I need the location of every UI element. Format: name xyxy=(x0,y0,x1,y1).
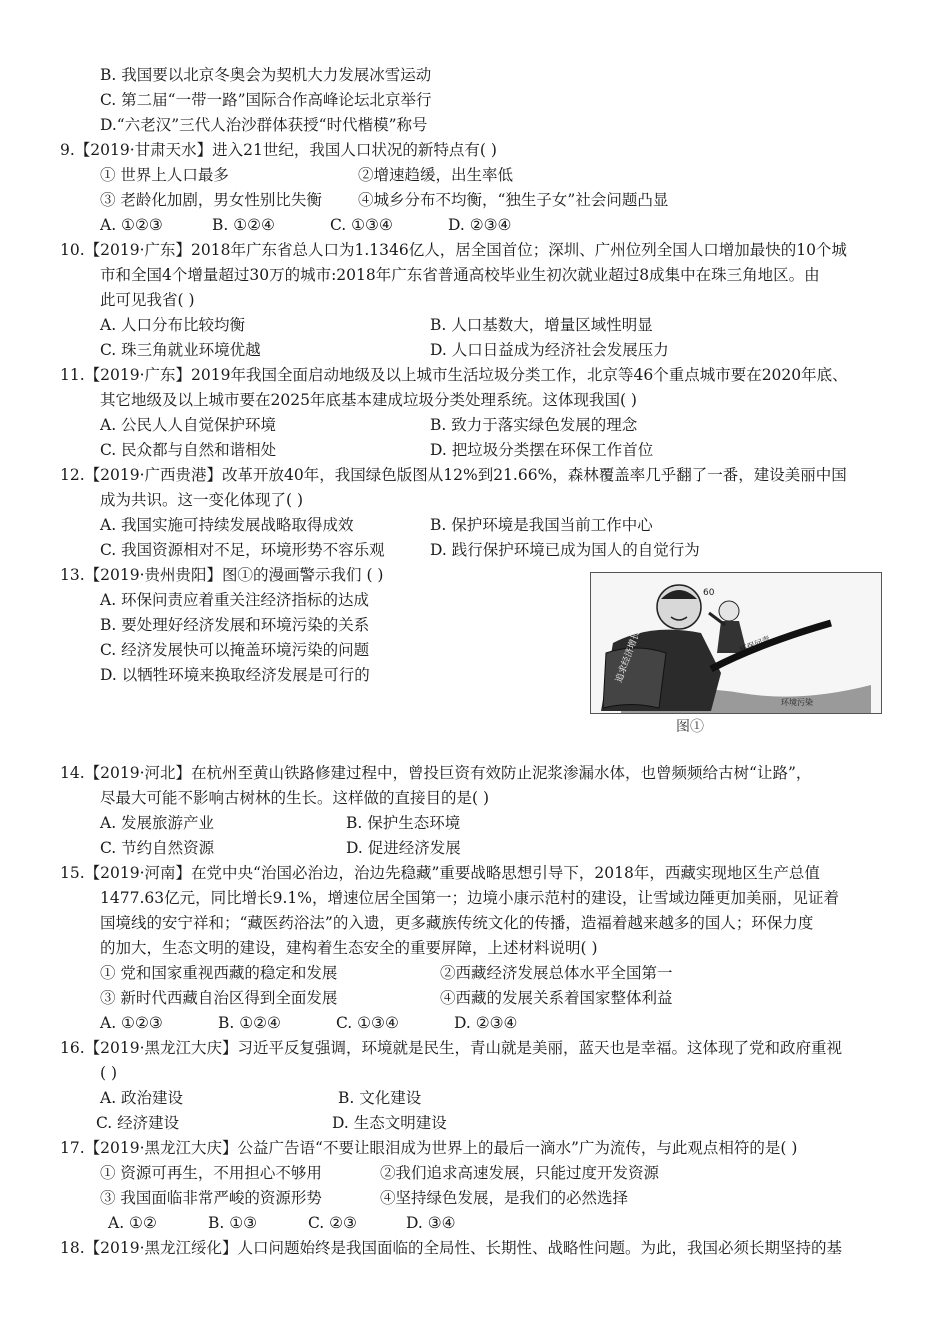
q16-option-d: D. 生态文明建设 xyxy=(332,1114,447,1132)
q17-option-b: B. ①③ xyxy=(208,1214,258,1232)
q16-option-c: C. 经济建设 xyxy=(96,1114,180,1132)
q17-item-2: ②我们追求高速发展，只能过度开发资源 xyxy=(380,1164,660,1182)
q17-stem: 17.【2019·黑龙江大庆】公益广告语“不要让眼泪成为世界上的最后一滴水”广为流传，与此观点相符的是( ) xyxy=(60,1139,798,1157)
q17-option-a: A. ①② xyxy=(108,1214,157,1232)
q8-option-c: C. 第二届“一带一路”国际合作高峰论坛北京举行 xyxy=(100,91,432,109)
small-man-head xyxy=(719,601,739,621)
q12-option-b: B. 保护环境是我国当前工作中心 xyxy=(430,516,653,534)
q10-stem-line-3: 此可见我省( ) xyxy=(100,291,195,309)
q13-stem: 13.【2019·贵州贵阳】图①的漫画警示我们 ( ) xyxy=(60,566,384,584)
q11-stem-line-1: 11.【2019·广东】2019年我国全面启动地级及以上城市生活垃圾分类工作，北京等46个重点城市要在2020年底、 xyxy=(60,366,848,384)
q10-stem-line-1: 10.【2019·广东】2018年广东省总人口为1.1346亿人，居全国首位；深圳、广州位列全国人口增加最快的10个城 xyxy=(60,241,847,259)
q9-item-2: ②增速趋缓，出生率低 xyxy=(358,166,514,184)
q9-item-1: ① 世界上人口最多 xyxy=(100,166,229,184)
q17-item-1: ① 资源可再生，不用担心不够用 xyxy=(100,1164,322,1182)
economic-scroll xyxy=(603,648,666,708)
q14-option-b: B. 保护生态环境 xyxy=(346,814,461,832)
q11-option-d: D. 把垃圾分类摆在环保工作首位 xyxy=(430,441,654,459)
q11-option-a: A. 公民人人自觉保护环境 xyxy=(100,416,277,434)
q13-option-a: A. 环保问责应着重关注经济指标的达成 xyxy=(100,591,370,609)
q11-stem-line-2: 其它地级及以上城市要在2025年底基本建成垃圾分类处理系统。这体现我国( ) xyxy=(100,391,637,409)
q8-option-d: D.“六老汉”三代人治沙群体获授“时代楷模”称号 xyxy=(100,116,428,134)
q10-option-d: D. 人口日益成为经济社会发展压力 xyxy=(430,341,669,359)
cartoon-label-accountability: 环保问责 xyxy=(738,634,772,655)
figure-caption: 图① xyxy=(676,719,704,735)
q17-item-3: ③ 我国面临非常严峻的资源形势 xyxy=(100,1189,322,1207)
q15-option-b: B. ①②④ xyxy=(218,1014,281,1032)
q17-option-d: D. ③④ xyxy=(406,1214,456,1232)
q9-item-3: ③ 老龄化加剧，男女性别比失衡 xyxy=(100,191,322,209)
q10-option-c: C. 珠三角就业环境优越 xyxy=(100,341,261,359)
q9-option-a: A. ①②③ xyxy=(100,216,163,234)
q15-item-3: ③ 新时代西藏自治区得到全面发展 xyxy=(100,989,338,1007)
q10-option-b: B. 人口基数大，增量区域性明显 xyxy=(430,316,653,334)
q15-option-d: D. ②③④ xyxy=(454,1014,518,1032)
q15-item-1: ① 党和国家重视西藏的稳定和发展 xyxy=(100,964,338,982)
cartoon-label-economy: 追求经济增长 xyxy=(614,629,643,685)
q14-option-a: A. 发展旅游产业 xyxy=(100,814,215,832)
q18-stem-line-1: 18.【2019·黑龙江绥化】人口问题始终是我国面临的全局性、长期性、战略性问题。为此，我国必须长期坚持的基 xyxy=(60,1239,843,1257)
q12-option-d: D. 践行保护环境已成为国人的自觉行为 xyxy=(430,541,700,559)
cartoon-label-pollution: 环境污染 xyxy=(781,698,813,707)
q12-stem-line-1: 12.【2019·广西贵港】改革开放40年，我国绿色版图从12%到21.66%，森林覆盖率几乎翻了一番，建设美丽中国 xyxy=(60,466,847,484)
cartoon-illustration xyxy=(591,573,881,713)
q15-option-c: C. ①③④ xyxy=(336,1014,399,1032)
q16-option-a: A. 政治建设 xyxy=(100,1089,184,1107)
q9-option-b: B. ①②④ xyxy=(212,216,275,234)
q13-option-b: B. 要处理好经济发展和环境污染的关系 xyxy=(100,616,370,634)
q13-option-c: C. 经济发展快可以掩盖环境污染的问题 xyxy=(100,641,370,659)
q15-stem-line-4: 的加大，生态文明的建设，建构着生态安全的重要屏障，上述材料说明( ) xyxy=(100,939,598,957)
q10-stem-line-2: 市和全国4个增量超过30万的城市:2018年广东省普通高校毕业生初次就业超过8成集中在珠三角地区。由 xyxy=(100,266,820,284)
q9-option-c: C. ①③④ xyxy=(330,216,393,234)
q9-option-d: D. ②③④ xyxy=(448,216,512,234)
q15-stem-line-3: 国境线的安宁祥和；“藏医药浴法”的入遗，更多藏族传统文化的传播，造福着越来越多的国人；环保力度 xyxy=(100,914,814,932)
q11-option-b: B. 致力于落实绿色发展的理念 xyxy=(430,416,638,434)
q14-option-c: C. 节约自然资源 xyxy=(100,839,215,857)
q12-option-c: C. 我国资源相对不足，环境形势不容乐观 xyxy=(100,541,385,559)
q15-stem-line-2: 1477.63亿元，同比增长9.1%，增速位居全国第一；边境小康示范村的建设，让雪域边陲更加美丽，见证着 xyxy=(100,889,839,907)
q16-stem-line-2: ( ) xyxy=(100,1064,118,1082)
q9-item-4: ④城乡分布不均衡，“独生子女”社会问题凸显 xyxy=(358,191,669,209)
q8-option-b: B. 我国要以北京冬奥会为契机大力发展冰雪运动 xyxy=(100,66,432,84)
cartoon-label-60: 60 xyxy=(703,588,715,598)
q16-option-b: B. 文化建设 xyxy=(338,1089,422,1107)
q12-option-a: A. 我国实施可持续发展战略取得成效 xyxy=(100,516,354,534)
q13-option-d: D. 以牺牲环境来换取经济发展是可行的 xyxy=(100,666,370,684)
q14-stem-line-2: 尽最大可能不影响古树林的生长。这样做的直接目的是( ) xyxy=(100,789,490,807)
q16-stem-line-1: 16.【2019·黑龙江大庆】习近平反复强调，环境就是民生，青山就是美丽，蓝天也是幸福。这体现了党和政府重视 xyxy=(60,1039,843,1057)
q17-item-4: ④坚持绿色发展，是我们的必然选择 xyxy=(380,1189,629,1207)
q12-stem-line-2: 成为共识。这一变化体现了( ) xyxy=(100,491,304,509)
q10-option-a: A. 人口分布比较均衡 xyxy=(100,316,246,334)
q17-option-c: C. ②③ xyxy=(308,1214,357,1232)
q14-stem-line-1: 14.【2019·河北】在杭州至黄山铁路修建过程中，曾投巨资有效防止泥浆渗漏水体，也曾频频给古树“让路”， xyxy=(60,764,812,782)
q15-option-a: A. ①②③ xyxy=(100,1014,163,1032)
cartoon-figure xyxy=(590,572,882,714)
q15-stem-line-1: 15.【2019·河南】在党中央“治国必治边，治边先稳藏”重要战略思想引导下，2018年，西藏实现地区生产总值 xyxy=(60,864,820,882)
q15-item-4: ④西藏的发展关系着国家整体利益 xyxy=(440,989,673,1007)
q9-stem: 9.【2019·甘肃天水】进入21世纪，我国人口状况的新特点有( ) xyxy=(60,141,497,159)
q14-option-d: D. 促进经济发展 xyxy=(346,839,461,857)
q15-item-2: ②西藏经济发展总体水平全国第一 xyxy=(440,964,673,982)
q11-option-c: C. 民众都与自然和谐相处 xyxy=(100,441,277,459)
